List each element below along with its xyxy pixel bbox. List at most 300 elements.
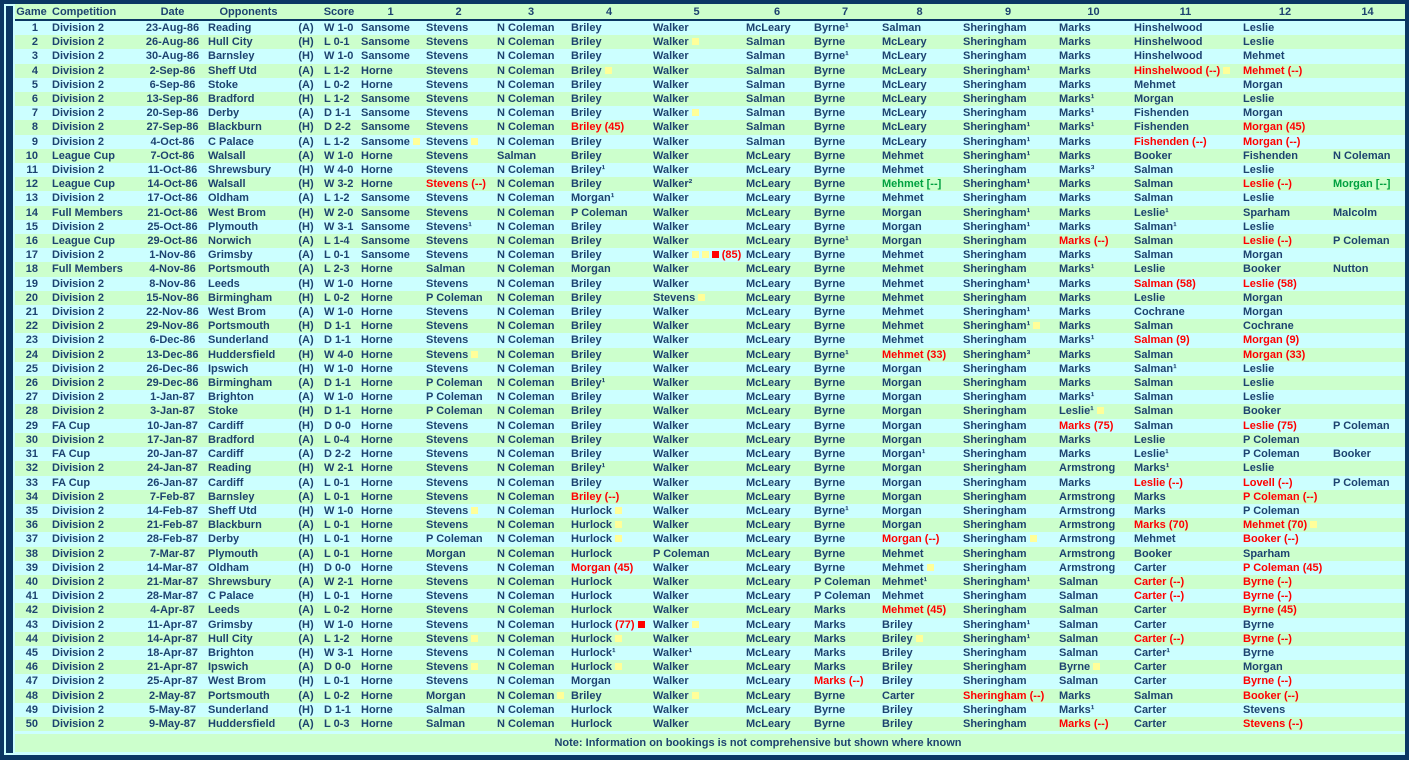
player-cell-8: McLeary <box>882 107 927 120</box>
player-cell-11 <box>1131 476 1240 490</box>
player-cell-9: Sheringham <box>963 419 1027 432</box>
player-cell-6: McLeary <box>746 263 791 276</box>
score-cell: W 2-1 <box>324 462 354 475</box>
yellow-card-mark <box>692 692 699 699</box>
player-cell-8: Morgan <box>882 235 922 248</box>
score-cell: L 0-1 <box>324 533 350 546</box>
player-cell-4: Briley <box>571 93 602 106</box>
competition-cell: Division 2 <box>52 703 104 716</box>
player-cell-12: P Coleman <box>1243 433 1300 446</box>
player-cell-1: Horne <box>361 306 393 319</box>
match-row <box>15 433 1405 447</box>
substitution-text: Morgan (9) <box>1243 334 1300 347</box>
match-row <box>15 248 1405 262</box>
date-cell: 21-Oct-86 <box>147 206 198 219</box>
player-cell-14 <box>1330 220 1405 234</box>
date-cell: 6-Dec-86 <box>149 334 196 347</box>
substitution-text: Salman (9) <box>1134 334 1190 347</box>
player-cell-12: Leslie <box>1243 22 1275 34</box>
competition-cell: Division 2 <box>52 533 104 546</box>
player-cell-8: Mehmet <box>882 164 924 177</box>
player-cell-10: Armstrong <box>1059 462 1116 475</box>
player-cell-9: Sheringham <box>963 476 1027 489</box>
competition-cell: Division 2 <box>52 36 104 49</box>
player-cell-4 <box>568 120 650 134</box>
player-cell-14 <box>1330 277 1405 291</box>
player-cell-11 <box>1131 575 1240 589</box>
player-cell-12: Leslie <box>1243 93 1275 106</box>
player-cell-2: P Coleman <box>426 377 483 390</box>
date-cell: 25-Apr-87 <box>147 675 198 688</box>
score-cell: L 1-4 <box>324 235 350 248</box>
match-row <box>15 660 1405 674</box>
player-cell-8: Briley <box>882 703 913 716</box>
player-cell-2: Stevens <box>426 519 469 532</box>
player-cell-11: Salman <box>1134 235 1174 248</box>
player-cell-14 <box>1330 703 1405 717</box>
game-number-cell: 12 <box>25 178 38 191</box>
player-cell-12 <box>1240 177 1330 191</box>
player-cell-6: McLeary <box>746 703 791 716</box>
player-cell-3: N Coleman <box>497 121 555 134</box>
player-cell-2: Salman <box>426 717 466 730</box>
player-cell-9: Sheringham <box>963 561 1027 574</box>
player-cell-14: P Coleman <box>1333 476 1390 489</box>
player-cell-9: Sheringham <box>963 490 1027 503</box>
column-header-11: 11 <box>1131 4 1240 20</box>
player-cell-10 <box>1056 717 1131 731</box>
player-cell-11: Carter <box>1134 561 1167 574</box>
player-cell-14 <box>1330 319 1405 333</box>
player-cell-11 <box>1131 277 1240 291</box>
player-cell-4: Briley <box>571 433 602 446</box>
player-cell-6: McLeary <box>746 164 791 177</box>
venue-cell: (A) <box>298 632 314 645</box>
opponents-cell: Reading <box>208 462 252 475</box>
player-cell-3: N Coleman <box>497 107 555 120</box>
score-cell: W 3-2 <box>324 178 354 191</box>
player-cell-6: McLeary <box>746 419 791 432</box>
date-cell: 2-Sep-86 <box>149 64 196 77</box>
player-cell-12 <box>1240 234 1330 248</box>
player-cell-6: Salman <box>746 93 786 106</box>
score-cell: D 2-2 <box>324 448 351 461</box>
player-cell-6: McLeary <box>746 391 791 404</box>
player-cell-5: Stevens <box>650 291 743 305</box>
player-cell-5: P Coleman <box>653 547 710 560</box>
player-cell-10 <box>1056 419 1131 433</box>
date-cell: 21-Apr-87 <box>147 661 198 674</box>
column-header-12: 12 <box>1240 4 1330 20</box>
player-cell-11: Salman <box>1134 348 1174 361</box>
player-cell-8: Morgan <box>882 405 922 418</box>
player-cell-5: Walker <box>653 604 689 617</box>
player-cell-12 <box>1240 589 1330 603</box>
competition-cell: Division 2 <box>52 675 104 688</box>
player-cell-9: Sheringham <box>963 334 1027 347</box>
opponents-cell: Leeds <box>208 604 240 617</box>
player-cell-12 <box>1240 419 1330 433</box>
player-cell-3: N Coleman <box>494 689 568 703</box>
player-cell-6: McLeary <box>746 22 791 34</box>
game-number-cell: 3 <box>31 50 38 63</box>
opponents-cell: Hull City <box>208 36 253 49</box>
player-cell-7: Byrne <box>814 149 846 162</box>
player-cell-8: Mehmet <box>882 249 924 262</box>
score-cell: D 0-0 <box>324 419 351 432</box>
player-cell-12: Mehmet <box>1243 50 1285 63</box>
player-cell-8: Morgan <box>882 391 922 404</box>
player-cell-12: Byrne <box>1243 646 1275 659</box>
column-header-opponents: Opponents <box>205 4 292 20</box>
player-cell-1: Horne <box>361 178 393 191</box>
score-cell: W 1-0 <box>324 618 354 631</box>
player-cell-6: McLeary <box>746 433 791 446</box>
player-cell-6: McLeary <box>746 575 791 588</box>
player-cell-10: Armstrong <box>1059 504 1116 517</box>
competition-cell: Division 2 <box>52 93 104 106</box>
player-cell-5: Walker <box>653 121 689 134</box>
player-cell-3: N Coleman <box>497 675 555 688</box>
player-cell-7: Byrne <box>814 334 846 347</box>
substitution-text: P Coleman (45) <box>1243 561 1323 574</box>
red-card-mark <box>638 621 645 628</box>
venue-cell: (A) <box>298 604 314 617</box>
player-cell-9: Sheringham <box>963 462 1027 475</box>
player-cell-10: Marks <box>1059 220 1091 233</box>
substitution-text: Carter (--) <box>1134 632 1185 645</box>
date-cell: 5-May-87 <box>148 703 197 716</box>
player-cell-5: Walker <box>650 689 743 703</box>
opponents-cell: Sheff Utd <box>208 64 257 77</box>
substitution-text: Sheringham (--) <box>963 689 1045 702</box>
player-cell-5: Walker <box>653 22 689 34</box>
venue-cell: (A) <box>298 249 314 262</box>
venue-cell: (H) <box>298 220 314 233</box>
game-number-cell: 7 <box>31 107 38 120</box>
player-cell-2: Stevens <box>426 235 469 248</box>
game-number-cell: 40 <box>25 575 38 588</box>
player-cell-7: Byrne <box>814 405 846 418</box>
date-cell: 3-Jan-87 <box>150 405 195 418</box>
match-row <box>15 191 1405 205</box>
player-cell-2: Stevens <box>426 419 469 432</box>
venue-cell: (A) <box>298 235 314 248</box>
player-cell-1: Horne <box>361 519 393 532</box>
player-cell-12 <box>1240 518 1330 532</box>
player-cell-7: Byrne <box>814 519 846 532</box>
player-cell-14 <box>1330 92 1405 106</box>
player-cell-2: Stevens <box>426 448 469 461</box>
player-cell-8: Briley <box>882 661 913 674</box>
player-cell-6: McLeary <box>746 220 791 233</box>
game-number-cell: 24 <box>25 348 38 361</box>
opponents-cell: Bradford <box>208 433 255 446</box>
venue-cell: (A) <box>298 717 314 730</box>
player-cell-14 <box>1330 305 1405 319</box>
competition-cell: Division 2 <box>52 64 104 77</box>
player-cell-10: Armstrong <box>1059 561 1116 574</box>
venue-cell: (A) <box>298 135 314 148</box>
match-row <box>15 78 1405 92</box>
opponents-cell: Plymouth <box>208 547 259 560</box>
player-cell-11: Salman <box>1134 405 1174 418</box>
game-number-cell: 42 <box>25 604 38 617</box>
player-cell-6: McLeary <box>746 661 791 674</box>
score-cell: D 1-1 <box>324 107 351 120</box>
player-cell-8: Morgan <box>882 220 922 233</box>
player-cell-12 <box>1240 689 1330 703</box>
score-cell: L 0-2 <box>324 604 350 617</box>
player-cell-9: Sheringham¹ <box>963 220 1031 233</box>
opponents-cell: Shrewsbury <box>208 164 271 177</box>
competition-cell: Division 2 <box>52 575 104 588</box>
player-cell-4: Briley <box>571 476 602 489</box>
venue-cell: (H) <box>298 50 314 63</box>
match-row <box>15 106 1405 120</box>
player-cell-3: N Coleman <box>497 249 555 262</box>
yellow-card-mark <box>1033 322 1040 329</box>
player-cell-8: Mehmet <box>882 291 924 304</box>
player-cell-11: Salman <box>1134 178 1174 191</box>
player-cell-11: Carter <box>1134 675 1167 688</box>
player-cell-1: Horne <box>361 547 393 560</box>
player-cell-12: Leslie <box>1243 391 1275 404</box>
opponents-cell: Sunderland <box>208 703 269 716</box>
substitution-text: Lovell (--) <box>1243 476 1293 489</box>
venue-cell: (H) <box>298 462 314 475</box>
player-cell-7: Byrne <box>814 547 846 560</box>
player-cell-3: N Coleman <box>497 50 555 63</box>
player-cell-1: Sansome <box>361 22 410 34</box>
opponents-cell: Blackburn <box>208 121 262 134</box>
player-cell-6: McLeary <box>746 178 791 191</box>
player-cell-10: Salman <box>1059 618 1099 631</box>
game-number-cell: 38 <box>25 547 38 560</box>
match-row <box>15 348 1405 362</box>
venue-cell: (H) <box>298 277 314 290</box>
player-cell-3: N Coleman <box>497 320 555 333</box>
game-number-cell: 37 <box>25 533 38 546</box>
player-cell-1: Horne <box>361 632 393 645</box>
player-cell-7: Marks <box>814 604 846 617</box>
player-cell-5: Walker <box>653 405 689 418</box>
player-cell-6: McLeary <box>746 206 791 219</box>
match-row <box>15 376 1405 390</box>
player-cell-4: Hurlock <box>568 518 650 532</box>
player-cell-9: Sheringham³ <box>963 348 1031 361</box>
player-cell-9: Sheringham¹ <box>963 206 1031 219</box>
player-cell-2 <box>423 177 494 191</box>
player-cell-6: McLeary <box>746 320 791 333</box>
player-cell-11: Fishenden <box>1134 107 1190 120</box>
player-cell-7: Byrne <box>814 320 846 333</box>
venue-cell: (H) <box>298 206 314 219</box>
score-cell: L 0-1 <box>324 36 350 49</box>
player-cell-2: Stevens <box>426 590 469 603</box>
opponents-cell: Oldham <box>208 561 249 574</box>
player-cell-10: Marks <box>1059 433 1091 446</box>
player-cell-2: Stevens <box>423 135 494 149</box>
match-row <box>15 362 1405 376</box>
player-cell-10: Marks <box>1059 249 1091 262</box>
substitute-on-text: Morgan [--] <box>1333 178 1391 191</box>
player-cell-12: Sparham <box>1243 206 1291 219</box>
player-cell-2: Stevens <box>426 192 469 205</box>
game-number-cell: 28 <box>25 405 38 418</box>
player-cell-12 <box>1240 674 1330 688</box>
player-cell-12: Leslie <box>1243 362 1275 375</box>
score-cell: W 1-0 <box>324 149 354 162</box>
game-number-cell: 50 <box>25 717 38 730</box>
yellow-card-mark <box>692 251 699 258</box>
player-cell-5: Walker <box>653 462 689 475</box>
player-cell-12: Morgan <box>1243 78 1283 91</box>
date-cell: 14-Oct-86 <box>147 178 198 191</box>
substitution-text: Byrne (--) <box>1243 632 1292 645</box>
player-cell-1: Horne <box>361 490 393 503</box>
player-cell-1: Horne <box>361 320 393 333</box>
venue-cell: (A) <box>298 448 314 461</box>
player-cell-11 <box>1131 333 1240 347</box>
date-cell: 7-Feb-87 <box>149 490 196 503</box>
yellow-card-mark <box>702 251 709 258</box>
player-cell-11: Carter <box>1134 618 1167 631</box>
game-number-cell: 21 <box>25 306 38 319</box>
player-cell-6: McLeary <box>746 448 791 461</box>
player-cell-2: Stevens <box>426 107 469 120</box>
player-cell-3: N Coleman <box>497 220 555 233</box>
player-cell-6: McLeary <box>746 533 791 546</box>
player-cell-11 <box>1131 589 1240 603</box>
player-cell-12 <box>1240 120 1330 134</box>
player-cell-5: Walker <box>653 362 689 375</box>
player-cell-4: Briley <box>571 235 602 248</box>
season-record-content <box>15 4 1405 752</box>
date-cell: 4-Oct-86 <box>150 135 195 148</box>
venue-cell: (A) <box>298 263 314 276</box>
player-cell-9: Sheringham <box>963 291 1027 304</box>
match-row <box>15 689 1405 703</box>
column-header-14: 14 <box>1330 4 1405 20</box>
substitution-text: Marks (70) <box>1134 519 1189 532</box>
player-cell-5: Walker <box>653 661 689 674</box>
player-cell-4: Morgan¹ <box>571 192 615 205</box>
player-cell-5: Walker <box>653 533 689 546</box>
yellow-card-mark <box>615 635 622 642</box>
player-cell-11: Salman <box>1134 320 1174 333</box>
competition-cell: Division 2 <box>52 320 104 333</box>
player-cell-9: Sheringham¹ <box>963 618 1031 631</box>
opponents-cell: Bradford <box>208 93 255 106</box>
score-cell: W 1-0 <box>324 391 354 404</box>
player-cell-12 <box>1240 575 1330 589</box>
player-cell-3: N Coleman <box>497 646 555 659</box>
competition-cell: Division 2 <box>52 391 104 404</box>
player-cell-11: Cochrane <box>1134 306 1185 319</box>
player-cell-1: Sansome <box>361 192 410 205</box>
game-number-cell: 14 <box>25 206 38 219</box>
competition-cell: Full Members <box>52 206 123 219</box>
player-cell-12: Morgan <box>1243 306 1283 319</box>
score-cell: L 1-2 <box>324 632 350 645</box>
game-number-cell: 18 <box>25 263 38 276</box>
player-cell-8: Morgan <box>882 419 922 432</box>
player-cell-1: Horne <box>361 448 393 461</box>
player-cell-2: Stevens <box>426 93 469 106</box>
player-cell-4: Briley <box>571 22 602 34</box>
player-cell-4: Briley <box>571 220 602 233</box>
player-cell-4: Briley <box>571 291 602 304</box>
column-header-9: 9 <box>960 4 1056 20</box>
venue-cell: (A) <box>298 575 314 588</box>
score-cell: L 0-1 <box>324 490 350 503</box>
player-cell-1: Horne <box>361 348 393 361</box>
competition-cell: Division 2 <box>52 661 104 674</box>
substitution-text: Hinshelwood (--) <box>1134 64 1221 77</box>
player-cell-5: Walker <box>653 192 689 205</box>
player-cell-12 <box>1240 64 1330 78</box>
player-cell-1: Sansome <box>361 220 410 233</box>
match-row <box>15 92 1405 106</box>
player-cell-2: Stevens <box>426 462 469 475</box>
substitution-text: Stevens (--) <box>1243 717 1303 730</box>
game-number-cell: 19 <box>25 277 38 290</box>
date-cell: 26-Aug-86 <box>145 36 200 49</box>
player-cell-5: Walker <box>653 575 689 588</box>
player-cell-14 <box>1330 20 1405 35</box>
substitution-text: Marks (75) <box>1059 419 1114 432</box>
player-cell-7: Byrne <box>814 291 846 304</box>
opponents-cell: Huddersfield <box>208 348 276 361</box>
match-row <box>15 277 1405 291</box>
player-cell-7: Byrne <box>814 533 846 546</box>
opponents-cell: Stoke <box>208 405 238 418</box>
player-cell-4: P Coleman <box>571 206 628 219</box>
player-cell-2: Stevens <box>426 121 469 134</box>
player-cell-7: Byrne <box>814 717 846 730</box>
player-cell-6: McLeary <box>746 149 791 162</box>
match-row <box>15 703 1405 717</box>
player-cell-4: Briley <box>571 419 602 432</box>
player-cell-7: Marks <box>814 646 846 659</box>
player-cell-6: McLeary <box>746 291 791 304</box>
player-cell-10: Marks <box>1059 50 1091 63</box>
match-row <box>15 674 1405 688</box>
score-cell: W 1-0 <box>324 277 354 290</box>
date-cell: 22-Nov-86 <box>146 306 199 319</box>
player-cell-6: Salman <box>746 36 786 49</box>
player-cell-4: Briley <box>571 391 602 404</box>
player-cell-1: Horne <box>361 646 393 659</box>
player-cell-2: Stevens <box>423 632 494 646</box>
player-cell-4: Hurlock <box>571 703 612 716</box>
player-cell-2: Stevens <box>426 362 469 375</box>
date-cell: 4-Nov-86 <box>149 263 196 276</box>
score-cell: L 1-2 <box>324 135 350 148</box>
player-cell-12 <box>1240 476 1330 490</box>
match-row <box>15 49 1405 63</box>
competition-cell: Division 2 <box>52 249 104 262</box>
venue-cell: (H) <box>298 675 314 688</box>
player-cell-6: Salman <box>746 78 786 91</box>
opponents-cell: Leeds <box>208 277 240 290</box>
player-cell-14: N Coleman <box>1333 149 1391 162</box>
player-cell-10: Marks <box>1059 377 1091 390</box>
player-cell-5: Walker² <box>653 178 693 191</box>
player-cell-2: Morgan <box>426 547 466 560</box>
substitution-text: Carter (--) <box>1134 590 1185 603</box>
